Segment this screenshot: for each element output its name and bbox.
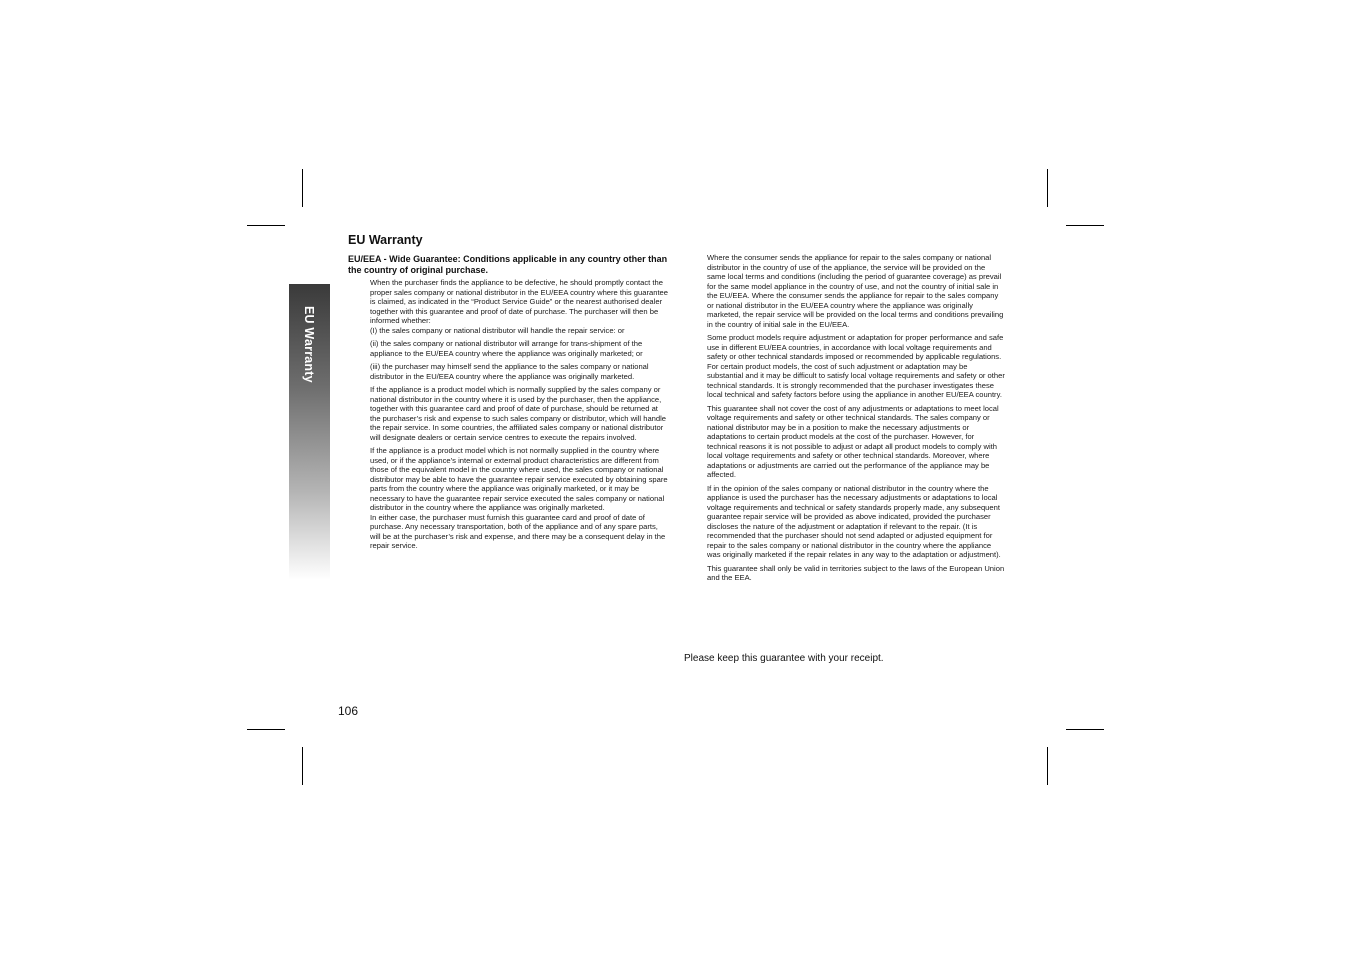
paragraph: (iii) the purchaser may himself send the appliance to the sales company or national distributor in the EU/EEA country where the appliance was originally marketed. [370, 362, 649, 381]
paragraph: Where the consumer sends the appliance for repair to the sales company or national distributor in the country of use of the appliance, the service will be provided on the same local terms and conditions (including the period of guarantee coverage) as prevail for the same model appliance in the country of use, and not the country of initial sale in the EU/EEA. Where the consumer sends the appliance for repair to the sales company or national distributor in the EU/EEA country where the appliance was originally marketed, the repair service will be provided on the local terms and conditions prevailing in the country of initial sale in the EU/EEA. [707, 253, 1004, 329]
page-title: EU Warranty [348, 233, 423, 247]
side-tab-label: EU Warranty [302, 306, 316, 383]
right-text-column [707, 253, 1005, 587]
paragraph: If in the opinion of the sales company or national distributor in the country where the appliance is used the purchaser has the necessary adjustments or adaptations to local voltage requirements and technical or safety standards properly made, any subsequent guarantee repair service will be provided as above indicated, provided the purchaser discloses the nature of the adjustment or adaptation if relevant to the repair. (It is recommended that the purchaser should not send adapted or adjusted equipment for repair to the sales company or national distributor in the country where the appliance was originally marketed if the repair relates in any way to the adaptation or adjustment). [707, 483, 1001, 559]
section-side-tab [289, 284, 330, 580]
page-number: 106 [338, 704, 359, 718]
paragraph: This guarantee shall not cover the cost of any adjustments or adaptations to meet local voltage requirements and safety or other technical standards. The sales company or national distributor may be in a position to make the necessary adjustments or adaptations to certain product models at the cost of the purchaser. However, for technical reasons it is not possible to adjust or adapt all product models to comply with local voltage requirements and safety or other technical standards. Moreover, where adaptations or adjustments are carried out the performance of the appliance may be affected. [707, 403, 999, 479]
paragraph: In either case, the purchaser must furnish this guarantee card and proof of date of purchase. Any necessary transportation, both of the appliance and of any spare parts, will be at the purchaser’s risk and expense, and there may be a consequent delay in the repair service. [370, 512, 666, 550]
paragraph: (I) the sales company or national distributor will handle the repair service: or [370, 325, 625, 335]
crop-mark [302, 747, 303, 785]
paragraph: (ii) the sales company or national distributor will arrange for trans-shipment of the appliance to the EU/EEA country where the appliance was originally marketed; or [370, 339, 643, 358]
crop-mark [302, 169, 303, 207]
footer-note: Please keep this guarantee with your receipt. [684, 653, 884, 664]
paragraph: When the purchaser finds the appliance to be defective, he should promptly contact the proper sales company or national distributor in the EU/EEA country where this guarantee is claimed, as indicated in the “Product Service Guide” or the nearest authorised dealer together with this guarantee and proof of date of purchase. The purchaser will then be informed whether: [370, 278, 669, 325]
crop-mark [1047, 169, 1048, 207]
paragraph: Some product models require adjustment or adaptation for proper performance and safe use in different EU/EEA countries, in accordance with local voltage requirements and safety or other technical standards imposed or recommended by applicable regulations. For certain product models, the cost of such adjustment or adaptation may be substantial and it may be difficult to satisfy local voltage requirements and safety or other technical standards. It is strongly recommended that the purchaser investigates these local technical and safety factors before using the appliance in another EU/EEA country. [707, 333, 1005, 399]
paragraph: If the appliance is a product model which is normally supplied by the sales company or national distributor in the country where it is used by the purchaser, then the appliance, together with this guarantee card and proof of date of purchase, should be returned at the purchaser’s risk and expense to such sales company or distributor, which will handle the repair service. In some countries, the affiliated sales company or national distributor will designate dealers or certain service centres to execute the repairs involved. [370, 385, 667, 442]
crop-mark [1047, 747, 1048, 785]
paragraph: This guarantee shall only be valid in territories subject to the laws of the European Union and the EEA. [707, 563, 1005, 582]
crop-mark [247, 729, 285, 730]
crop-mark [1066, 225, 1104, 226]
paragraph: If the appliance is a product model which is not normally supplied in the country where used, or if the appliance’s internal or external product characteristics are different from those of the equivalent model in the country where used, the sales company or national distributor may be able to have the guarantee repair service executed by obtaining spare parts from the country where the appliance was originally marketed, or it may be necessary to have the guarantee repair service executed the sales company or national distributor in the country where the appliance was originally marketed. [370, 446, 668, 512]
section-subtitle: EU/EEA - Wide Guarantee: Conditions applicable in any country other than the country of original purchase. [348, 254, 668, 275]
crop-mark [247, 225, 285, 226]
left-text-column [370, 278, 668, 555]
crop-mark [1066, 729, 1104, 730]
